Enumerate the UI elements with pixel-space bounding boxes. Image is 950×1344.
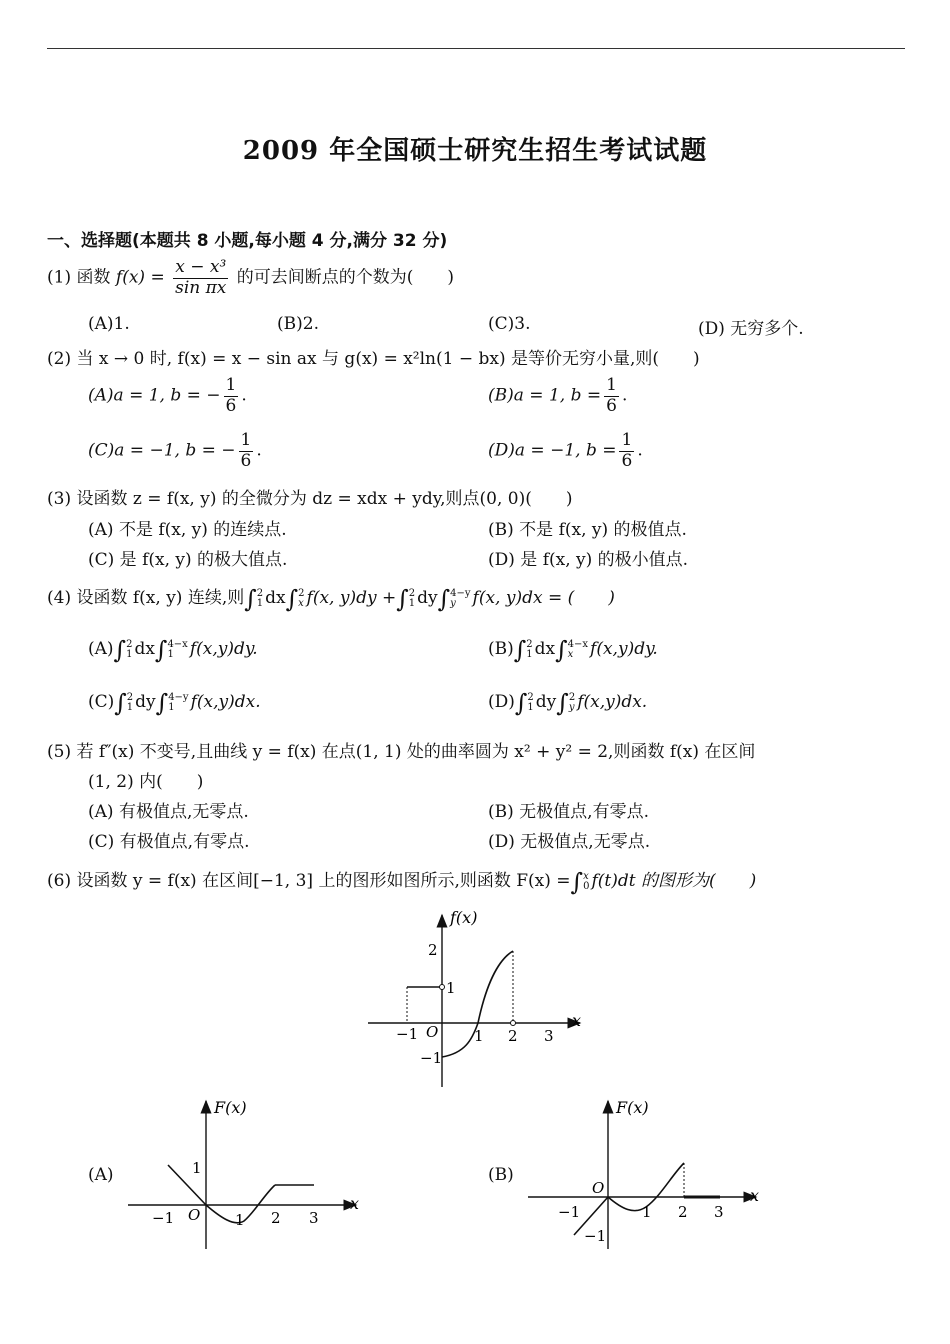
question-5-cont: (1, 2) 内( ) <box>88 772 204 792</box>
fx-ylabel: f(x) <box>450 908 478 927</box>
q1-option-b[interactable]: (B)2. <box>277 314 319 334</box>
fx-tick-m1: −1 <box>396 1025 419 1043</box>
fx-tick-1: 1 <box>474 1027 484 1045</box>
question-2: (2) 当 x → 0 时, f(x) = x − sin ax 与 g(x) = x²ln(1 − bx) 是等价无穷小量,则( ) <box>47 349 700 369</box>
fx-graph <box>360 905 590 1095</box>
fx-ytick-m1: −1 <box>420 1049 443 1067</box>
gb-xlabel: x <box>750 1186 760 1205</box>
fx-tick-2: 2 <box>508 1027 518 1045</box>
ga-tick-1: 1 <box>235 1211 245 1229</box>
question-3: (3) 设函数 z = f(x, y) 的全微分为 dz = xdx + ydy,则点(0, 0)( ) <box>47 489 573 509</box>
q2-option-c[interactable]: (C)a = −1, b = − $\frac{1}{6}$ . <box>88 430 262 471</box>
gb-ytick-m1: −1 <box>584 1227 607 1245</box>
q5-option-d[interactable]: (D) 无极值点,无零点. <box>488 832 651 852</box>
q4-option-d[interactable]: (D)∫ 2 1 dy∫ 2 y f(x,y)dx. <box>488 689 648 717</box>
q6-option-a-label[interactable]: (A) <box>88 1165 114 1185</box>
ga-ytick-1: 1 <box>192 1159 202 1177</box>
q4-option-a[interactable]: (A)∫ 2 1 dx∫ 4−x 1 f(x,y)dy. <box>88 636 258 664</box>
fx-tick-3: 3 <box>544 1027 554 1045</box>
gb-origin: O <box>592 1179 605 1197</box>
q5-option-b[interactable]: (B) 无极值点,有零点. <box>488 802 649 822</box>
gb-tick-1: 1 <box>642 1203 652 1221</box>
q1-option-a[interactable]: (A)1. <box>88 314 130 334</box>
q5-option-a[interactable]: (A) 有极值点,无零点. <box>88 802 249 822</box>
graph-a[interactable] <box>122 1093 362 1253</box>
gb-tick-2: 2 <box>678 1203 688 1221</box>
q1-option-c[interactable]: (C)3. <box>488 314 531 334</box>
fx-origin: O <box>426 1023 439 1041</box>
question-1: (1) 函数 f(x) = $\frac{\text{x − x³}}{\text{sin πx}}$ 的可去间断点的个数为( ) <box>47 257 455 298</box>
gb-tick-3: 3 <box>714 1203 724 1221</box>
q3-option-d[interactable]: (D) 是 f(x, y) 的极小值点. <box>488 550 689 570</box>
q4-option-b[interactable]: (B)∫ 2 1 dx∫ 4−x x f(x,y)dy. <box>488 636 658 664</box>
fx-open-point <box>440 985 445 990</box>
ga-tick-m1: −1 <box>152 1209 175 1227</box>
fx-xlabel: x <box>572 1011 582 1030</box>
q2-option-a[interactable]: (A)a = 1, b = − $\frac{1}{6}$ . <box>88 375 247 416</box>
q3-option-b[interactable]: (B) 不是 f(x, y) 的极值点. <box>488 520 687 540</box>
question-5: (5) 若 f″(x) 不变号,且曲线 y = f(x) 在点(1, 1) 处的曲率圆为 x² + y² = 2,则函数 f(x) 在区间 <box>47 742 756 762</box>
q2-option-d[interactable]: (D)a = −1, b = $\frac{1}{6}$ . <box>488 430 643 471</box>
q6-option-b-label[interactable]: (B) <box>488 1165 514 1185</box>
ga-origin: O <box>188 1206 201 1224</box>
question-6: (6) 设函数 y = f(x) 在区间[−1, 3] 上的图形如图所示,则函数 F(x) =∫x 0 f(t)dt 的图形为( ) <box>47 868 757 896</box>
fx-ytick-1: 1 <box>446 979 456 997</box>
section-heading: 一、选择题(本题共 8 小题,每小题 4 分,满分 32 分) <box>47 231 448 251</box>
q2-option-b[interactable]: (B)a = 1, b = $\frac{1}{6}$ . <box>488 375 628 416</box>
q4-option-c[interactable]: (C)∫ 2 1 dy∫ 4−y 1 f(x,y)dx. <box>88 689 261 717</box>
question-4: (4) 设函数 f(x, y) 连续,则∫ 2 1 dx∫ 2 x f(x, y)dy +∫ 2 1 dy∫ 4−y y f(x, y)dx = ( ) <box>47 585 615 613</box>
page-title: 2009 年全国硕士研究生招生考试试题 <box>242 136 708 166</box>
ga-ylabel: F(x) <box>214 1098 247 1117</box>
ga-tick-3: 3 <box>309 1209 319 1227</box>
fx-end-point <box>511 1021 516 1026</box>
q3-option-a[interactable]: (A) 不是 f(x, y) 的连续点. <box>88 520 287 540</box>
gb-ylabel: F(x) <box>616 1098 649 1117</box>
q1-fraction: $\frac{\text{x − x³}}{\text{sin πx}}$ <box>175 257 227 298</box>
q5-option-c[interactable]: (C) 有极值点,有零点. <box>88 832 250 852</box>
q3-option-c[interactable]: (C) 是 f(x, y) 的极大值点. <box>88 550 288 570</box>
ga-xlabel: x <box>350 1194 360 1213</box>
q1-option-d[interactable]: (D) 无穷多个. <box>698 319 804 339</box>
gb-tick-m1: −1 <box>558 1203 581 1221</box>
ga-tick-2: 2 <box>271 1209 281 1227</box>
fx-ytick-2: 2 <box>428 941 438 959</box>
header-rule <box>47 48 905 49</box>
graph-b[interactable] <box>522 1093 762 1253</box>
